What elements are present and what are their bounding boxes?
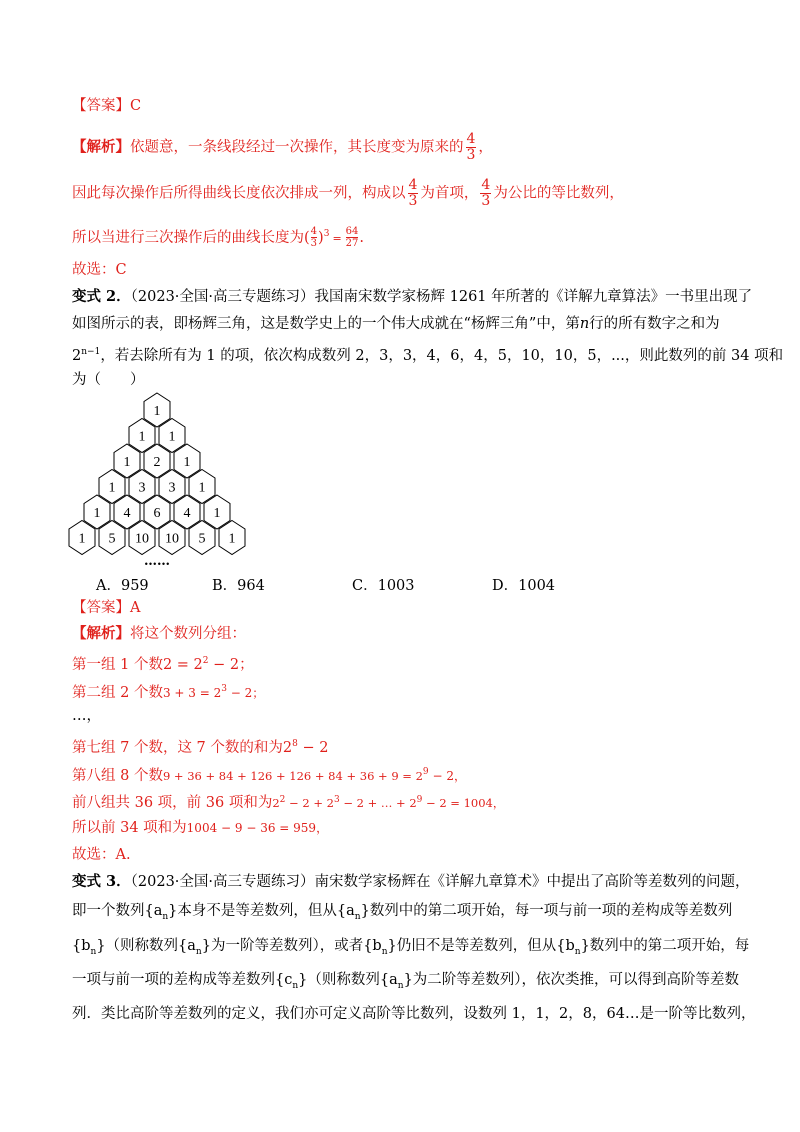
question-2-line-2: 如图所示的表，即杨辉三角，这是数学史上的一个伟大成就在“杨辉三角”中，第n行的所有数字之和为	[72, 316, 720, 332]
question-label: 变式 2．	[72, 288, 131, 305]
answer-value: A	[130, 600, 141, 616]
solution-2-group-2: 第二组 2 个数$3 + 3 = 2^3 - 2$；	[72, 684, 265, 701]
solution-label: 【解析】	[72, 138, 130, 156]
answer-2	[72, 598, 140, 618]
question-2-line-3: $2^{n-1}$，若去除所有为 1 的项，依次构成数列 2，3，3，4，6，4，5，10，10，5，...，则此数列的前 34 项和	[72, 347, 784, 364]
yang-hui-triangle	[64, 390, 254, 570]
question-source: （2023·全国·高三专题练习）	[130, 289, 315, 305]
triangle-value: 1	[168, 429, 176, 445]
option-a: A．959	[96, 578, 149, 594]
answer-label: 【答案】	[72, 600, 130, 616]
solution-label: 【解析】	[72, 625, 130, 642]
choose-2: 故选：A.	[72, 847, 131, 863]
solution-2-intro: 【解析】将这个数列分组：	[72, 625, 246, 642]
triangle-value: 1	[153, 404, 161, 419]
triangle-value: 3	[168, 480, 176, 496]
question-3-line-1: 变式 3．（2023·全国·高三专题练习）南宋数学家杨辉在《详解九章算术》中提出了高阶等差数列的问题，	[72, 873, 750, 890]
solution-1-line-3: 所以当进行三次操作后的曲线长度为( $\frac{4}{3}$ )$^3$ = $\frac{64}{27}$ .	[72, 226, 365, 250]
triangle-value: 10	[135, 531, 149, 547]
triangle-value: 1	[213, 506, 221, 521]
question-3-line-4: 一项与前一项的差构成等差数列$\{c_n\}$（则称数列$\{a_n\}$为二阶等差数列），依次类推，可以得到高阶等差数	[72, 972, 740, 991]
triangle-value: 1	[138, 429, 146, 445]
triangle-value: 1	[93, 506, 101, 521]
answer-label: 【答案】	[72, 98, 130, 114]
solution-2-group-1: 第一组 1 个数$2 = 2^2 - 2$；	[72, 656, 254, 673]
triangle-value: 1	[123, 455, 131, 470]
triangle-value: 5	[108, 531, 116, 547]
solution-2-group-8: 第八组 8 个数$9 + 36 + 84 + 126 + 126 + 84 + 36 + 9 = 2^9 - 2$，	[72, 767, 466, 784]
solution-2-ellipsis: …，	[72, 708, 101, 724]
question-3-line-5: 列．类比高阶等差数列的定义，我们亦可定义高阶等比数列，设数列 1，1，2，8，64…是一阶等比数列，	[72, 1006, 756, 1022]
option-d: D．1004	[492, 578, 556, 594]
option-c: C．1003	[352, 578, 415, 594]
triangle-value: 1	[78, 531, 86, 547]
triangle-value: 4	[183, 506, 191, 521]
solution-2-group-7: 第七组 7 个数，这 7 个数的和为$2^8 - 2$	[72, 739, 329, 756]
fraction-4-3: $\frac{4}{3}$	[466, 131, 476, 163]
triangle-value: 2	[153, 455, 161, 470]
solution-text: 依题意，一条线段经过一次操作，其长度变为原来的	[130, 139, 464, 156]
solution-2-final: 所以前 34 项和为1004 − 9 − 36 = 959，	[72, 820, 329, 836]
triangle-value: 5	[198, 531, 206, 547]
triangle-continuation-dots: ……	[144, 554, 170, 569]
solution-2-total: 前八组共 36 项，前 36 项和为$2^2 - 2 + 2^3 - 2$ + … + $2^9 - 2 = 1004$，	[72, 794, 505, 811]
solution-1-line-2: 因此每次操作后所得曲线长度依次排成一列，构成以 $\frac{4}{3}$ 为首项， $\frac{4}{3}$ 为公比的等比数列，	[72, 177, 624, 209]
fraction-4-3: $\frac{4}{3}$	[481, 177, 491, 209]
triangle-value: 1	[198, 480, 206, 496]
small-fraction-4-3: $\frac{4}{3}$	[310, 226, 318, 250]
solution-1-line-1: 【解析】依题意，一条线段经过一次操作，其长度变为原来的 $\frac{4}{3}$ ，	[72, 131, 493, 163]
answer-value: C	[130, 98, 142, 114]
triangle-value: 4	[123, 506, 131, 521]
question-source: （2023·全国·高三专题练习）	[130, 874, 315, 890]
question-3-line-2: 即一个数列$\{a_n\}$本身不是等差数列，但从$\{a_n\}$数列中的第二项开始，每一项与前一项的差构成等差数列	[72, 903, 733, 922]
question-3-line-3: $\{b_n\}$（则称数列$\{a_n\}$为一阶等差数列），或者$\{b_n\}$仍旧不是等差数列，但从$\{b_n\}$数列中的第二项开始，每	[72, 938, 750, 957]
triangle-value: 6	[153, 506, 161, 521]
question-label: 变式 3．	[72, 873, 131, 890]
question-2-line-4: 为（ ）	[72, 372, 145, 388]
small-fraction-64-27: $\frac{64}{27}$	[345, 226, 359, 250]
triangle-value: 1	[108, 480, 116, 496]
triangle-value: 3	[138, 480, 146, 496]
triangle-value: 1	[228, 531, 236, 547]
question-2-line-1: 变式 2．（2023·全国·高三专题练习）我国南宋数学家杨辉 1261 年所著的《详解九章算法》一书里出现了	[72, 288, 753, 305]
choose-1: 故选：C	[72, 262, 127, 278]
triangle-value: 10	[165, 531, 179, 547]
option-b: B．964	[212, 578, 265, 594]
answer-1	[72, 96, 141, 116]
fraction-4-3: $\frac{4}{3}$	[408, 177, 418, 209]
triangle-value: 1	[183, 455, 191, 470]
